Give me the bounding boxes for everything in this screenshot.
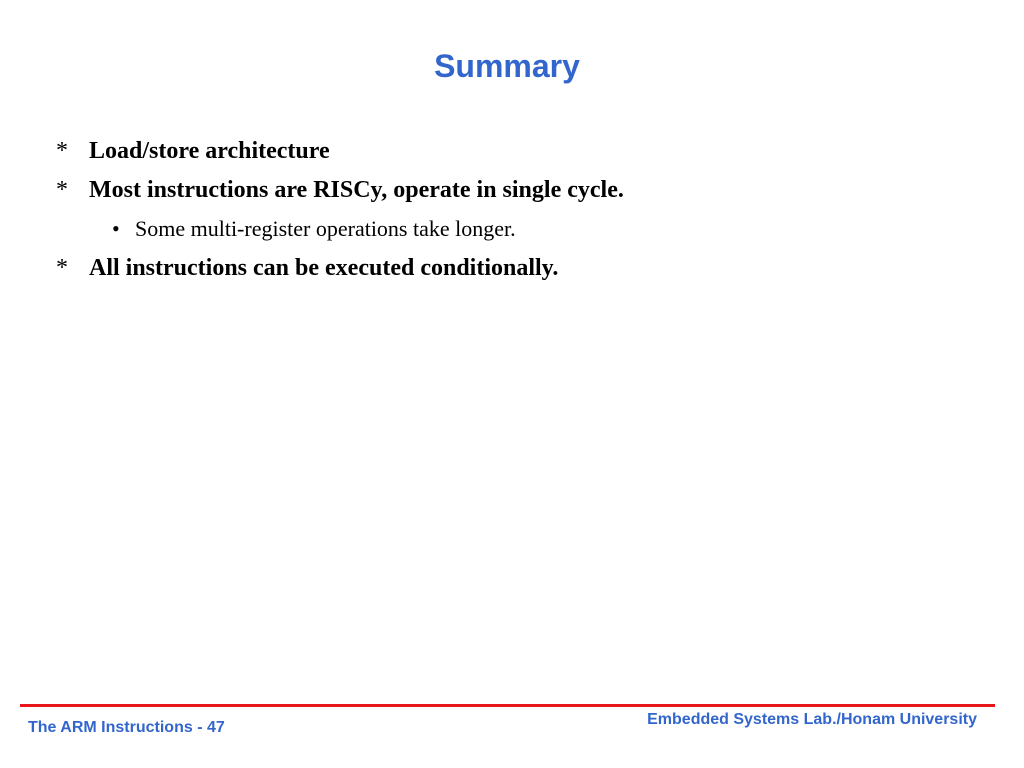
sub-bullet-item — [56, 216, 976, 255]
slide-title: Summary — [434, 48, 580, 84]
bullet-text: Load/store architecture — [89, 138, 330, 164]
bullet-item — [56, 177, 976, 216]
bullet-marker: * — [56, 177, 68, 203]
footer-page-label: The ARM Instructions - 47 — [28, 719, 225, 736]
bullet-marker: * — [56, 138, 68, 164]
bullet-marker: * — [56, 255, 68, 281]
footer-institution: Embedded Systems Lab./Honam University — [647, 711, 977, 728]
bullet-list — [56, 138, 976, 294]
sub-bullet-text: Some multi-register operations take longer. — [135, 216, 516, 241]
sub-bullet-marker: • — [112, 216, 120, 241]
footer-rule — [20, 704, 995, 707]
bullet-item — [56, 138, 976, 177]
bullet-text: All instructions can be executed conditionally. — [89, 255, 559, 281]
bullet-item — [56, 255, 976, 294]
bullet-text: Most instructions are RISCy, operate in single cycle. — [89, 177, 624, 203]
